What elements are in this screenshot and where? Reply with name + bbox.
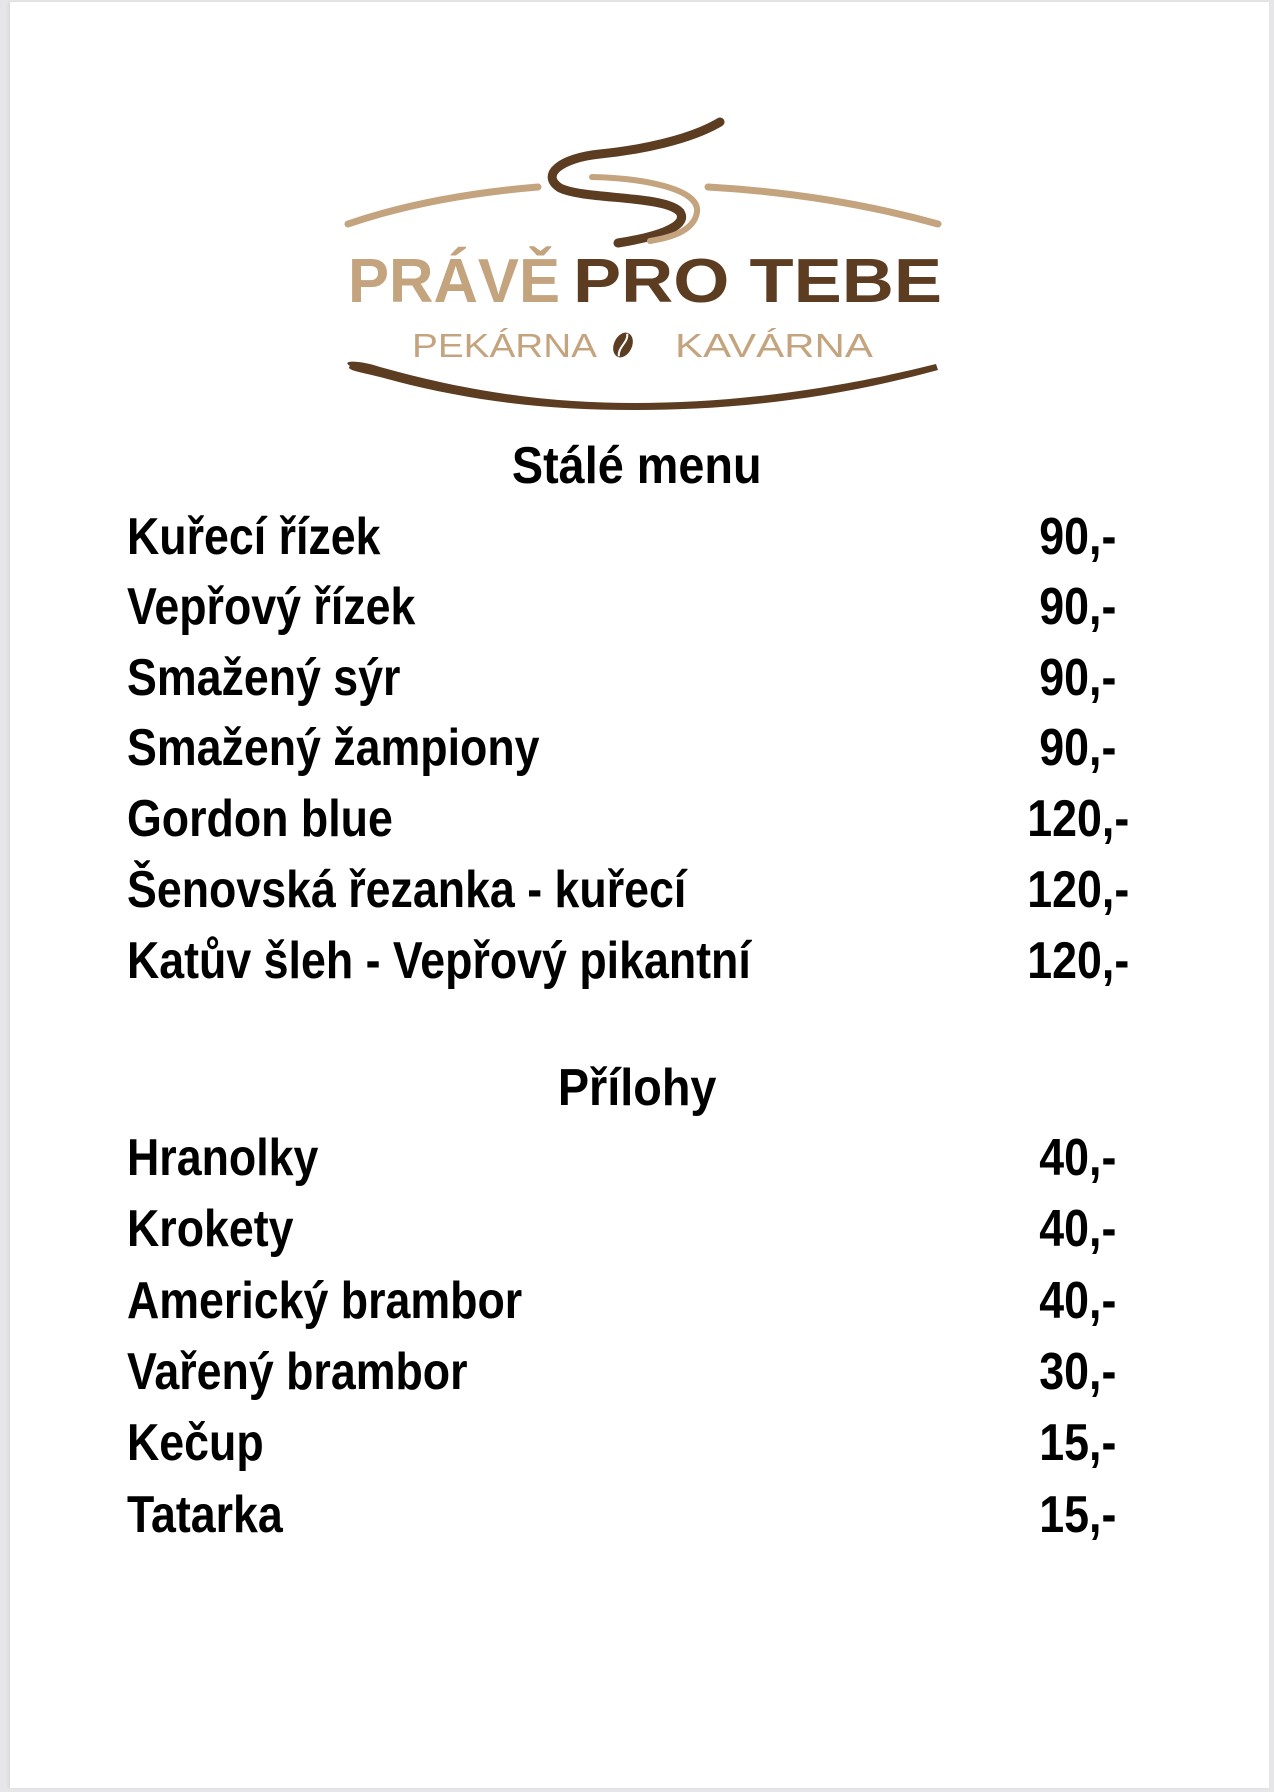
menu-item-row	[0, 931, 1274, 991]
item-name: Vepřový řízek	[127, 578, 416, 636]
item-price: 15,-	[1039, 1414, 1117, 1472]
section-title: Přílohy	[557, 1059, 717, 1117]
menu-item-row	[0, 1342, 1274, 1402]
item-price: 90,-	[1039, 508, 1117, 566]
item-price: 40,-	[1039, 1200, 1117, 1258]
cup-bottom-swoosh	[347, 362, 938, 410]
item-name: Americký brambor	[127, 1272, 523, 1330]
menu-item-row	[0, 1271, 1274, 1331]
item-price: 40,-	[1039, 1129, 1117, 1187]
section-title: Stálé menu	[512, 437, 762, 495]
item-price: 120,-	[1027, 790, 1129, 848]
item-price: 120,-	[1027, 932, 1129, 990]
menu-item-row	[0, 1413, 1274, 1473]
right-steam-arc	[708, 187, 938, 224]
brand-logo	[0, 0, 1274, 430]
menu-item-row	[0, 718, 1274, 778]
menu-item-row	[0, 1199, 1274, 1259]
left-steam-arc	[348, 187, 538, 224]
brand-subtitle-bakery: PEKÁRNA	[412, 327, 597, 364]
brand-name-part2: PRO TEBE	[573, 247, 942, 316]
item-name: Hranolky	[127, 1129, 319, 1187]
brand-subtitle-cafe: KAVÁRNA	[675, 327, 873, 364]
menu-item-row	[0, 577, 1274, 637]
item-price: 90,-	[1039, 719, 1117, 777]
item-price: 15,-	[1039, 1486, 1117, 1544]
item-name: Kuřecí řízek	[127, 508, 381, 566]
item-price: 90,-	[1039, 578, 1117, 636]
menu-item-row	[0, 507, 1274, 567]
brand-name-part1: PRÁVĚ	[348, 247, 560, 316]
item-name: Tatarka	[127, 1486, 283, 1544]
item-name: Katův šleh - Vepřový pikantní	[127, 932, 751, 990]
item-name: Smažený sýr	[127, 649, 401, 707]
menu-item-row	[0, 860, 1274, 920]
coffee-bean-icon	[609, 329, 636, 360]
item-name: Krokety	[127, 1200, 294, 1258]
item-name: Šenovská řezanka - kuřecí	[127, 861, 687, 919]
item-name: Smažený žampiony	[127, 719, 540, 777]
item-price: 40,-	[1039, 1272, 1117, 1330]
item-name: Gordon blue	[127, 790, 393, 848]
menu-item-row	[0, 1485, 1274, 1545]
menu-item-row	[0, 789, 1274, 849]
item-name: Vařený brambor	[127, 1343, 468, 1401]
item-price: 120,-	[1027, 861, 1129, 919]
menu-item-row	[0, 1128, 1274, 1188]
item-price: 30,-	[1039, 1343, 1117, 1401]
menu-item-row	[0, 648, 1274, 708]
item-price: 90,-	[1039, 649, 1117, 707]
item-name: Kečup	[127, 1414, 264, 1472]
